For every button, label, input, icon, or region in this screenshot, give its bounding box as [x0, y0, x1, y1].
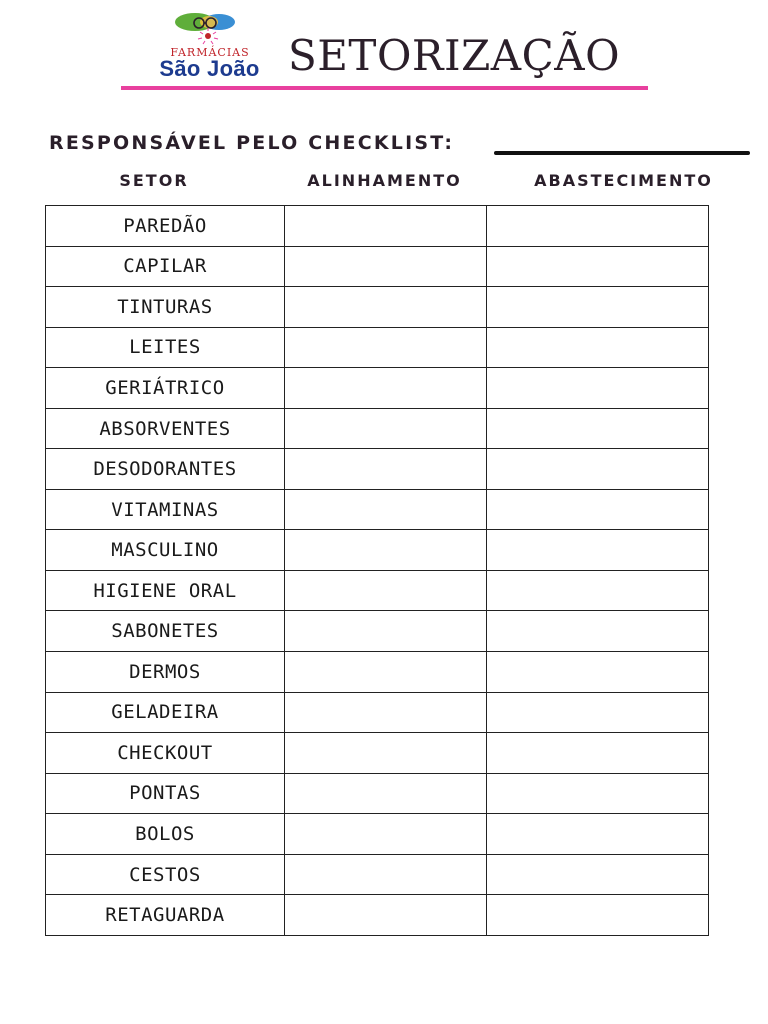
- table-row: [46, 489, 709, 530]
- table-row: [46, 895, 709, 936]
- table-row: [46, 368, 709, 409]
- setor-cell: [46, 854, 285, 895]
- table-row: [46, 733, 709, 774]
- abastecimento-cell[interactable]: [487, 530, 709, 571]
- setor-label: RETAGUARDA: [105, 904, 225, 927]
- abastecimento-cell[interactable]: [487, 287, 709, 328]
- alinhamento-cell[interactable]: [285, 814, 487, 855]
- setor-cell: [46, 895, 285, 936]
- setor-cell: [46, 327, 285, 368]
- table-row: [46, 530, 709, 571]
- abastecimento-cell[interactable]: [487, 895, 709, 936]
- setor-cell: [46, 368, 285, 409]
- alinhamento-cell[interactable]: [285, 570, 487, 611]
- abastecimento-cell[interactable]: [487, 652, 709, 693]
- abastecimento-cell[interactable]: [487, 733, 709, 774]
- setor-cell: [46, 246, 285, 287]
- abastecimento-cell[interactable]: [487, 246, 709, 287]
- setor-label: HIGIENE ORAL: [93, 579, 237, 602]
- alinhamento-cell[interactable]: [285, 611, 487, 652]
- logo-brand-text: São João: [159, 56, 260, 81]
- setor-cell: [46, 206, 285, 247]
- table-row: [46, 449, 709, 490]
- setor-label: MASCULINO: [111, 539, 219, 562]
- abastecimento-cell[interactable]: [487, 611, 709, 652]
- table-row: [46, 287, 709, 328]
- setor-label: VITAMINAS: [111, 498, 219, 521]
- alinhamento-cell[interactable]: [285, 206, 487, 247]
- table-row: [46, 408, 709, 449]
- setor-cell: [46, 408, 285, 449]
- setor-label: PONTAS: [129, 782, 201, 805]
- alinhamento-cell[interactable]: [285, 854, 487, 895]
- abastecimento-cell[interactable]: [487, 773, 709, 814]
- abastecimento-cell[interactable]: [487, 449, 709, 490]
- setor-label: SABONETES: [111, 620, 219, 643]
- setor-cell: [46, 287, 285, 328]
- setor-cell: [46, 611, 285, 652]
- abastecimento-cell[interactable]: [487, 570, 709, 611]
- column-header-alinhamento: ALINHAMENTO: [307, 171, 462, 190]
- responsavel-signature-line[interactable]: [494, 151, 750, 155]
- alinhamento-cell[interactable]: [285, 692, 487, 733]
- responsavel-label: RESPONSÁVEL PELO CHECKLIST:: [49, 132, 455, 154]
- setor-label: CHECKOUT: [117, 741, 213, 764]
- setor-label: BOLOS: [135, 822, 195, 845]
- setor-label: DERMOS: [129, 660, 201, 683]
- alinhamento-cell[interactable]: [285, 733, 487, 774]
- table-row: [46, 692, 709, 733]
- setor-label: LEITES: [129, 336, 201, 359]
- setor-label: CESTOS: [129, 863, 201, 886]
- setor-cell: [46, 570, 285, 611]
- alinhamento-cell[interactable]: [285, 327, 487, 368]
- alinhamento-cell[interactable]: [285, 408, 487, 449]
- pharmacy-logo: [137, 10, 282, 82]
- setor-label: DESODORANTES: [93, 458, 237, 481]
- column-header-setor: SETOR: [119, 171, 189, 190]
- abastecimento-cell[interactable]: [487, 814, 709, 855]
- setor-cell: [46, 530, 285, 571]
- checklist-table: [45, 205, 709, 936]
- table-row: [46, 246, 709, 287]
- abastecimento-cell[interactable]: [487, 408, 709, 449]
- setor-cell: [46, 489, 285, 530]
- setor-cell: [46, 814, 285, 855]
- alinhamento-cell[interactable]: [285, 246, 487, 287]
- setor-label: GERIÁTRICO: [105, 376, 225, 399]
- table-row: [46, 611, 709, 652]
- setor-cell: [46, 692, 285, 733]
- alinhamento-cell[interactable]: [285, 489, 487, 530]
- abastecimento-cell[interactable]: [487, 692, 709, 733]
- table-row: [46, 206, 709, 247]
- table-row: [46, 327, 709, 368]
- abastecimento-cell[interactable]: [487, 327, 709, 368]
- table-row: [46, 814, 709, 855]
- setor-cell: [46, 733, 285, 774]
- alinhamento-cell[interactable]: [285, 368, 487, 409]
- table-row: [46, 854, 709, 895]
- alinhamento-cell[interactable]: [285, 449, 487, 490]
- alinhamento-cell[interactable]: [285, 530, 487, 571]
- table-row: [46, 652, 709, 693]
- setor-label: CAPILAR: [123, 255, 207, 278]
- table-row: [46, 773, 709, 814]
- title-underline: [121, 86, 648, 90]
- alinhamento-cell[interactable]: [285, 652, 487, 693]
- setor-label: GELADEIRA: [111, 701, 219, 724]
- alinhamento-cell[interactable]: [285, 287, 487, 328]
- table-row: [46, 570, 709, 611]
- setor-cell: [46, 773, 285, 814]
- setor-cell: [46, 652, 285, 693]
- setor-label: PAREDÃO: [123, 214, 207, 237]
- alinhamento-cell[interactable]: [285, 773, 487, 814]
- abastecimento-cell[interactable]: [487, 368, 709, 409]
- setor-label: ABSORVENTES: [99, 417, 231, 440]
- column-header-abastecimento: ABASTECIMENTO: [534, 171, 713, 190]
- setor-cell: [46, 449, 285, 490]
- page-title: SETORIZAÇÃO: [288, 31, 621, 80]
- abastecimento-cell[interactable]: [487, 854, 709, 895]
- setor-label: TINTURAS: [117, 295, 213, 318]
- abastecimento-cell[interactable]: [487, 206, 709, 247]
- alinhamento-cell[interactable]: [285, 895, 487, 936]
- abastecimento-cell[interactable]: [487, 489, 709, 530]
- logo-farmacias-text: FARMÁCIAS: [170, 46, 250, 59]
